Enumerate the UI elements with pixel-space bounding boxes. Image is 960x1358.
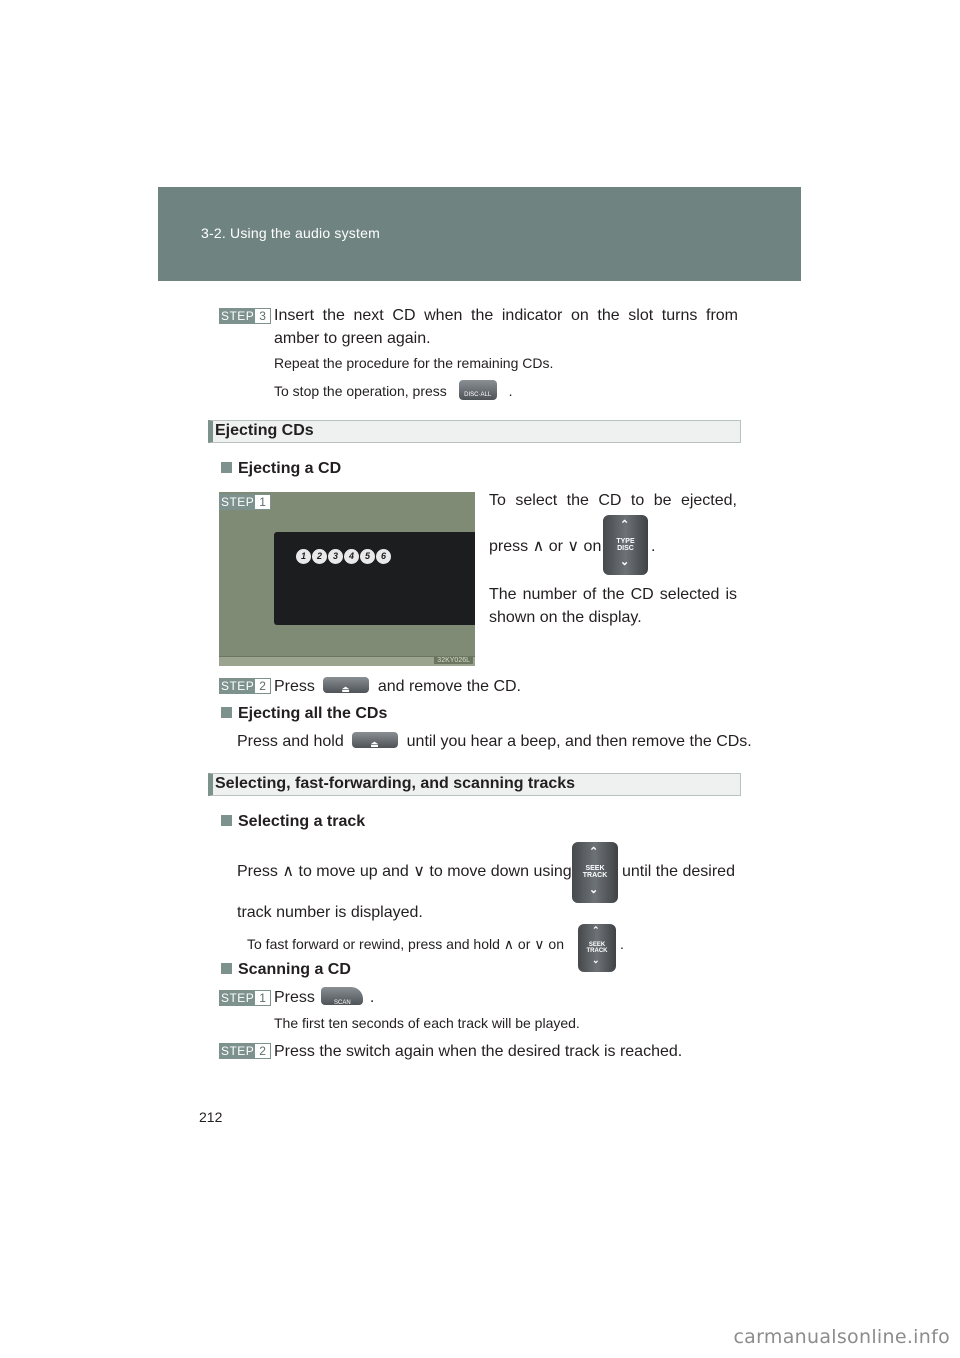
section-title-bar (208, 420, 741, 443)
section-header (158, 187, 801, 281)
disc-indicator: 1 (296, 549, 311, 564)
subheading: Ejecting a CD (221, 460, 341, 478)
eject-button (323, 677, 369, 693)
audio-display-screen (274, 532, 475, 625)
step-badge: STEP 3 (219, 308, 271, 324)
step-badge: STEP 1 (219, 990, 271, 1006)
chevron-down-icon: ⌄ (589, 884, 599, 896)
body-text: Press ∧ to move up and ∨ to move down using (237, 863, 572, 880)
chevron-up-icon: ⌃ (589, 846, 599, 858)
step-badge: STEP 2 (219, 678, 271, 694)
body-text: track number is displayed. (237, 904, 423, 921)
step-text: press ∧ or ∨ on (489, 538, 602, 555)
chevron-down-icon: ⌄ (592, 955, 600, 965)
note-text: Repeat the procedure for the remaining CDs. (274, 355, 554, 371)
type-disc-button: ⌃ TYPE DISC ⌄ (603, 515, 648, 575)
disc-indicator: 6 (376, 549, 391, 564)
step-text: To select the CD to be ejected, (489, 492, 737, 509)
eject-icon: ⏏ (370, 738, 379, 749)
disc-indicator: 3 (328, 549, 343, 564)
disc-indicator: 5 (360, 549, 375, 564)
disc-indicator: 2 (312, 549, 327, 564)
step-text: Insert the next CD when the indicator on the slot turns from (274, 307, 738, 324)
eject-button (352, 732, 398, 748)
page-number: 212 (199, 1109, 223, 1125)
body-text: Press and hold ⏏ until you hear a beep, and then remove the CDs. (237, 730, 752, 753)
subheading: Ejecting all the CDs (221, 705, 387, 723)
square-bullet-icon (221, 707, 232, 718)
subheading: Scanning a CD (221, 961, 351, 979)
section-title-bar (208, 773, 741, 796)
square-bullet-icon (221, 815, 232, 826)
disc-indicator-row (296, 549, 392, 564)
section-title: Selecting, fast-forwarding, and scanning tracks (215, 775, 576, 792)
chevron-down-icon: ⌄ (620, 556, 630, 568)
step-text: Press ⏏ and remove the CD. (274, 675, 521, 698)
body-text: until the desired (622, 863, 735, 880)
step-text: shown on the display. (489, 609, 642, 626)
step-text: Press SCAN . (274, 986, 374, 1009)
chevron-up-icon: ⌃ (620, 519, 630, 531)
square-bullet-icon (221, 462, 232, 473)
step-badge: STEP 1 (219, 494, 271, 510)
seek-track-button: ⌃ SEEK TRACK ⌄ (572, 842, 618, 903)
disc-indicator: 4 (344, 549, 359, 564)
eject-icon: ⏏ (341, 683, 350, 694)
watermark: carmanualsonline.info (733, 1326, 950, 1348)
step-text: Press the switch again when the desired track is reached. (274, 1043, 683, 1060)
seek-track-button: ⌃ SEEK TRACK ⌄ (578, 924, 616, 972)
section-header-title: 3-2. Using the audio system (201, 225, 380, 241)
section-title: Ejecting CDs (215, 422, 314, 439)
display-illustration (219, 492, 475, 666)
square-bullet-icon (221, 963, 232, 974)
scan-button: SCAN (321, 987, 363, 1005)
step-text: amber to green again. (274, 330, 431, 347)
note-text: The first ten seconds of each track will be played. (274, 1015, 580, 1031)
image-code: 32KY026L (434, 657, 473, 664)
note-text: To stop the operation, press DISC·ALL . (274, 381, 512, 402)
chevron-up-icon: ⌃ (592, 925, 600, 935)
step-badge: STEP 2 (219, 1043, 271, 1059)
note-text: To fast forward or rewind, press and hold ∧ or ∨ on (247, 936, 564, 952)
step-text: The number of the CD selected is (489, 586, 737, 603)
disc-all-button: DISC·ALL (459, 380, 497, 400)
subheading: Selecting a track (221, 813, 365, 831)
